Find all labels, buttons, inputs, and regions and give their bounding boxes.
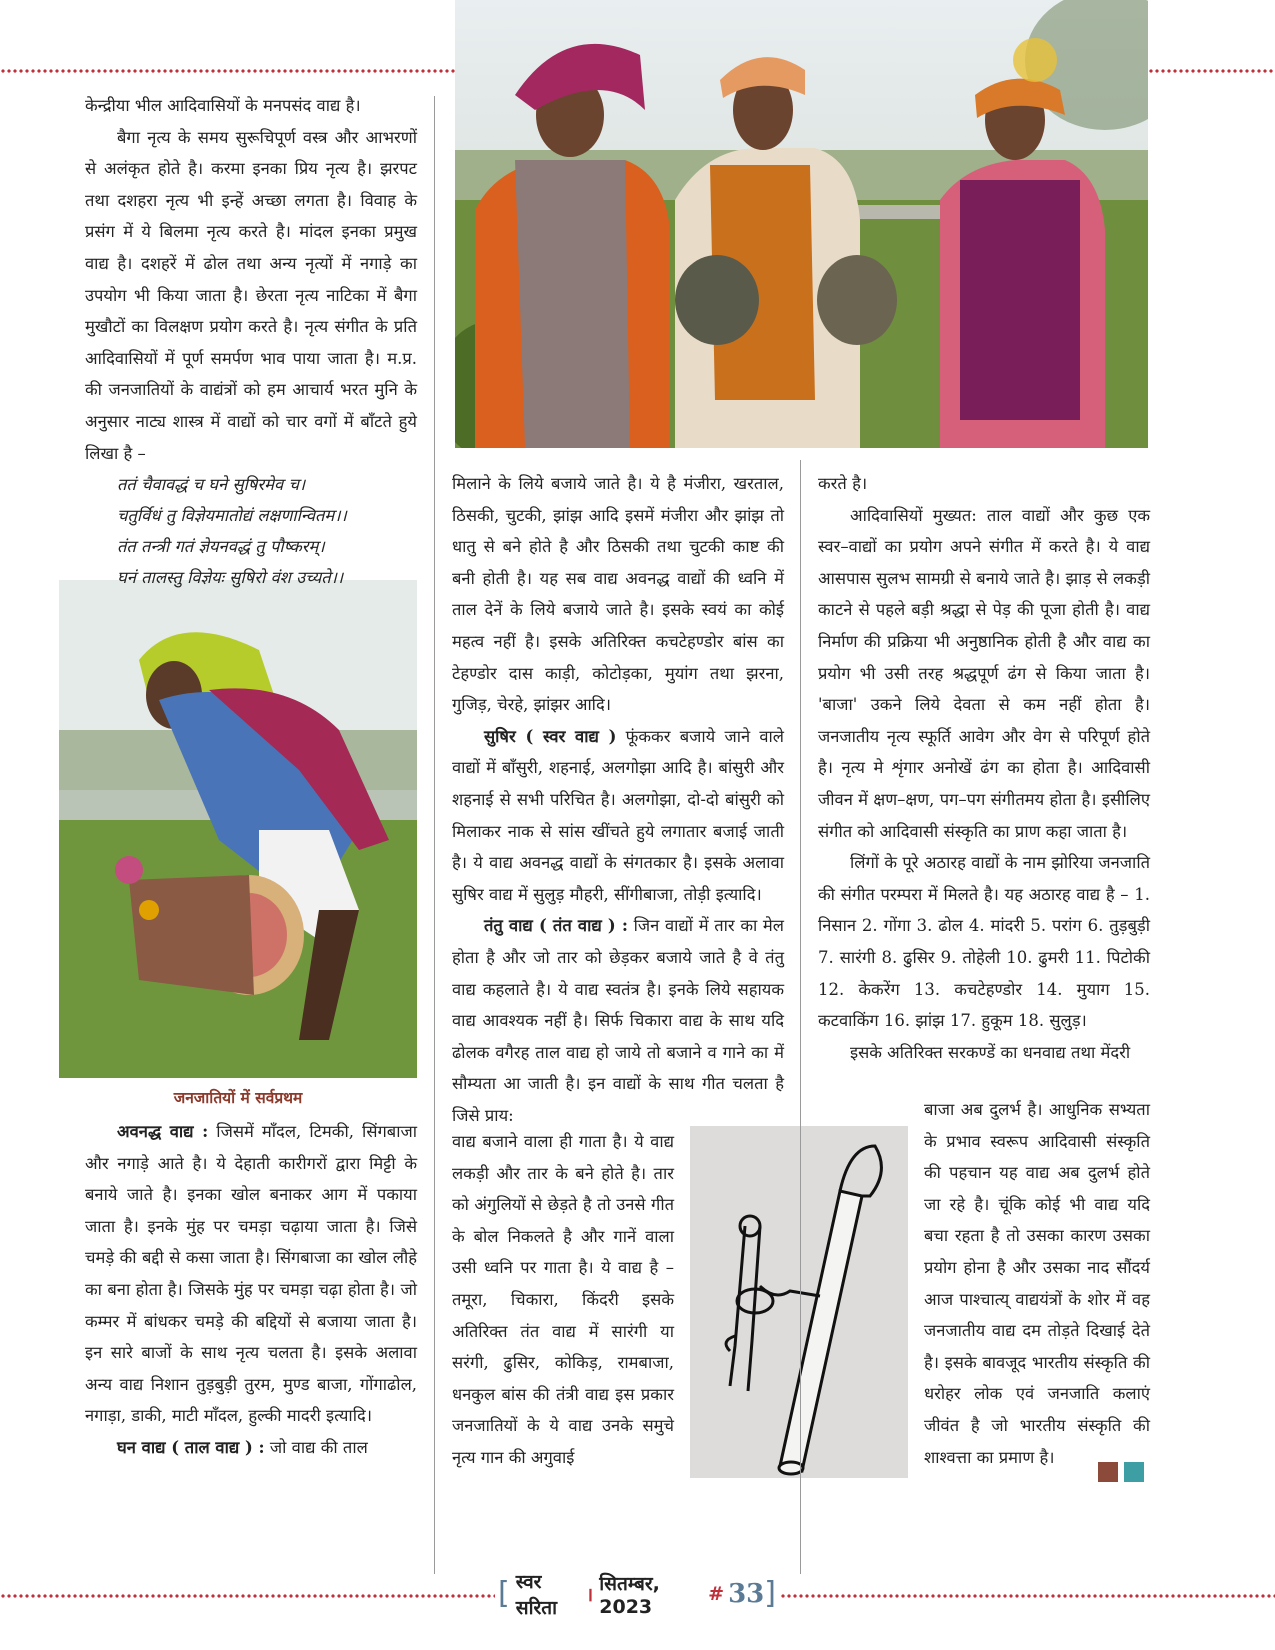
verse-line: ततं चैवावद्धं च घने सुषिरमेव च। xyxy=(117,475,306,495)
magazine-name: स्वर सरिता xyxy=(515,1571,558,1619)
subheading: तंतु वाद्य ( तंत वाद्य ) : xyxy=(484,916,628,936)
paragraph: इसके अतिरिक्त सरकण्डें का धनवाद्य तथा मेंदरी xyxy=(850,1042,1131,1062)
top-dotted-rule-right xyxy=(1148,69,1275,73)
paragraph: आदिवासियों मुख्यत: ताल वाद्यों और कुछ एक स्वर–वाद्यों का प्रयोग अपने संगीत में करते है। ये वाद्य आसपास सुलभ सामग्री से बनाये जाते है। झाड़ से लकड़ी काटने से पहले बड़ी श्रद्धा से पेड़ की पूजा होती है। वाद्य निर्माण की प्रक्रिया भी अनुष्ठानिक होती है और वाद्य का प्रयोग भी उसी तरह श्रद्धपूर्ण ढंग से किया जाता है। 'बाजा' उकने लिये देवता से कम नहीं होता है। जनजातीय नृत्य स्फूर्ति आवेग और वेग से परिपूर्ण होते है। नृत्य मे शृंगार अनोखें ढंग का होता है। आदिवासी जीवन में क्षण–क्षण, पग–पग संगीतमय होता है। इसीलिए संगीत को आदिवासी संस्कृति का प्राण कहा जाता है। xyxy=(818,505,1150,841)
end-mark-square xyxy=(1124,1462,1144,1482)
column-1-top xyxy=(85,90,417,593)
paragraph xyxy=(452,910,784,1131)
verse-line: तंत तन्त्री गतं ज्ञेयनवद्धं तु पौष्करम्। xyxy=(117,537,325,557)
end-mark-square xyxy=(1098,1462,1118,1482)
paragraph: बाजा अब दुलर्भ है। आधुनिक सभ्यता के प्रभाव स्वरूप आदिवासी संस्कृति की पहचान यह वाद्य अब दुलर्भ होते जा रहे है। चूंकि कोई भी वाद्य यदि बचा रहता है तो उसका कारण उसका प्रयोग होना है और उसका नाद सौंदर्य आज पाश्चात्य् वाद्ययंत्रों के शोर में वह जनजातीय वाद्य दम तोड़ते दिखाई देते है। इसके बावजूद भारतीय संस्कृति की धरोहर लोक एवं जनजाति कलाएं जीवंत है जो भारतीय संस्कृति की शाश्वत्ता का प्रमाण है। xyxy=(924,1100,1150,1467)
paragraph-text: जो वाद्य की ताल xyxy=(264,1437,368,1457)
paragraph-text: फूंककर बजाये जाने वाले वाद्यों में बाँसुरी, शहनाई, अलगोझा आदि है। बांसुरी और शहनाई से सभी परिचित है। अलगोझा, दो-दो बांसुरी को मिलाकर नाक से सांस खींचते हुये लगातार बजाई जाती है। ये वाद्य अवनद्ध वाद्यों के संगतकार है। इसके अलावा सुषिर वाद्य में सुलुड़ मौहरी, सींगीबाजा, तोड़ी इत्यादि। xyxy=(452,726,784,904)
column-3-bottom xyxy=(924,1094,1150,1473)
column-divider-1 xyxy=(434,96,435,1574)
bracket-left-icon: [ xyxy=(498,1576,510,1611)
paragraph: वाद्य बजाने वाला ही गाता है। ये वाद्य लकड़ी और तार के बने होते है। तार को अंगुलियों से छेड़ते है तो उनसे गीत के बोल निकलते है और गानें वाला उसी ध्वनि पर गाता है। ये वाद्य है – तमूरा, चिकारा, किंदरी इसके अतिरिक्त तंत वाद्य में सारंगी या सरंगी, ढुसिर, कोकिड़, रामबाजा, धनकुल बांस की तंत्री वाद्य इस प्रकार जनजातियों के ये वाद्य उनके समुचे नृत्य गान की अगुवाई xyxy=(452,1132,674,1467)
paragraph xyxy=(452,721,784,911)
footer-label xyxy=(498,1571,776,1619)
column-3-top xyxy=(818,468,1150,1068)
sanskrit-verse xyxy=(85,469,417,593)
column-2-bottom xyxy=(452,1126,674,1474)
column-divider-2 xyxy=(800,460,801,1574)
paragraph: बैगा नृत्य के समय सुरूचिपूर्ण वस्त्र और आभरणों से अलंकृत होते है। करमा इनका प्रिय नृत्य है। झरपट तथा दशहरा नृत्य भी इन्हें अच्छा लगता है। विवाह के प्रसंग में ये बिलमा नृत्य करते है। मांदल इनका प्रमुख वाद्य है। दशहरें में ढोल तथा अन्य नृत्यों में नगाड़े का उपयोग भी किया जाता है। छेरता नृत्य नाटिका में बैगा मुखौटों का विलक्षण प्रयोग करते है। नृत्य संगीत के प्रति आदिवासियों में पूर्ण समर्पण भाव पाया जाता है। म.प्र. की जनजातियों के वाद्यंत्रों को हम आचार्य भरत मुनि के अनुसार नाट्य शास्त्र में वाद्यों को चार वगों में बाँटते हुये लिखा है – xyxy=(85,127,417,463)
paragraph: मिलाने के लिये बजाये जाते है। ये है मंजीरा, खरताल, ठिसकी, चुटकी, झांझ आदि इसमें मंजीरा और झांझ तो धातु से बने होते है और ठिसकी तथा चुटकी काष्ट की बनी होती है। यह सब वाद्य अवनद्ध वाद्यों की ध्वनि में ताल देनें के लिये बजाये जाते है। इसके स्वयं का कोई महत्व नहीं है। इसके अतिरिक्त कचटेहण्डोर बांस का टेहण्डोर दास काड़ी, कोटोड़का, मुयांग तथा झरना, गुजिड़, चेरहे, झांझर आदि। xyxy=(452,474,784,715)
column-2-top xyxy=(452,468,784,1131)
verse-line: घनं तालस्तु विज्ञेयः सुषिरो वंश उच्यते।। xyxy=(117,568,344,588)
paragraph xyxy=(85,1116,417,1432)
hash-symbol: # xyxy=(708,1583,725,1605)
page-number: 33 xyxy=(728,1579,765,1609)
illustration-instrument xyxy=(690,1126,908,1478)
subheading: सुषिर ( स्वर वाद्य ) xyxy=(484,726,617,746)
paragraph: करते है। xyxy=(818,474,868,493)
page-footer xyxy=(0,1571,1275,1619)
top-dotted-rule-left xyxy=(0,69,455,73)
paragraph-text: जिन वाद्यों में तार का मेल होता है और जो तार को छेड़कर बजाये जाते है वे तंतु वाद्य कहलाते है। ये वाद्य स्वतंत्र है। इनके लिये सहायक वाद्य आवश्यक नहीं है। सिर्फ चिकारा वाद्य के साथ यदि ढोलक वगैरह ताल वाद्य हो जाये तो बजाने व गाने का में सौम्यता आ जाती है। इन वाद्यों के साथ गीत चलता है जिसे प्राय: xyxy=(452,916,784,1125)
footer-separator: । xyxy=(586,1584,594,1606)
verse-line: चतुर्विधं तु विज्ञेयमातोद्यं लक्षणान्वितम।। xyxy=(117,506,347,526)
paragraph: लिंगों के पूरे अठारह वाद्यों के नाम झोरिया जनजाति की संगीत परम्परा में मिलते है। यह अठारह वाद्य है – 1. निसान 2. गोंगा 3. ढोल 4. मांदरी 5. परांग 6. तुड़बुड़ी 7. सारंगी 8. ढुसिर 9. तोहेली 10. ढुमरी 11. पिटोकी 12. केकरेंग 13. कचटेहण्डोर 14. मुयाग 15. कटवाकिंग 16. झांझ 17. हुकूम 18. सुलुड़। xyxy=(818,853,1150,1031)
photo-caption: जनजातियों में सर्वप्रथम xyxy=(173,1088,303,1107)
subheading: घन वाद्य ( ताल वाद्य ) : xyxy=(117,1437,265,1457)
paragraph-text: जिसमें माँदल, टिमकी, सिंगबाजा और नगाड़े आते है। ये देहाती कारीगरों द्वारा मिट्टी के बनाये जाते है। इनका खोल बनाकर आग में पकाया जाता है। इनके मुंह पर चमड़ा चढ़ाया जाता है। जिसे चमड़े की बद्दी से कसा जाता है। सिंगबाजा का खोल लौहे का बना होता है। जिसके मुंह पर चमड़ा चढ़ा होता है। जो कम्मर में बांधकर चमड़े की बद्दियों से बजाया जाता है। इन सारे बाजों के साथ नृत्य चलता है। इसके अलावा अन्य वाद्य निशान तुड़बुड़ी तुरम, मुण्ड बाजा, गोंगाढोल, नगाड़ा, डाकी, माटी माँदल, हुल्की मादरी इत्यादि। xyxy=(85,1122,417,1426)
issue-date: सितम्बर, 2023 xyxy=(599,1573,660,1618)
paragraph: केन्द्रीया भील आदिवासियों के मनपसंद वाद्य है। xyxy=(85,96,361,115)
subheading: अवनद्ध वाद्य : xyxy=(117,1122,209,1141)
bracket-right-icon: ] xyxy=(764,1576,776,1611)
photo-three-musicians xyxy=(455,0,1148,448)
column-1-bottom xyxy=(85,1116,417,1464)
photo-drummer xyxy=(59,580,417,1078)
paragraph xyxy=(85,1432,417,1464)
